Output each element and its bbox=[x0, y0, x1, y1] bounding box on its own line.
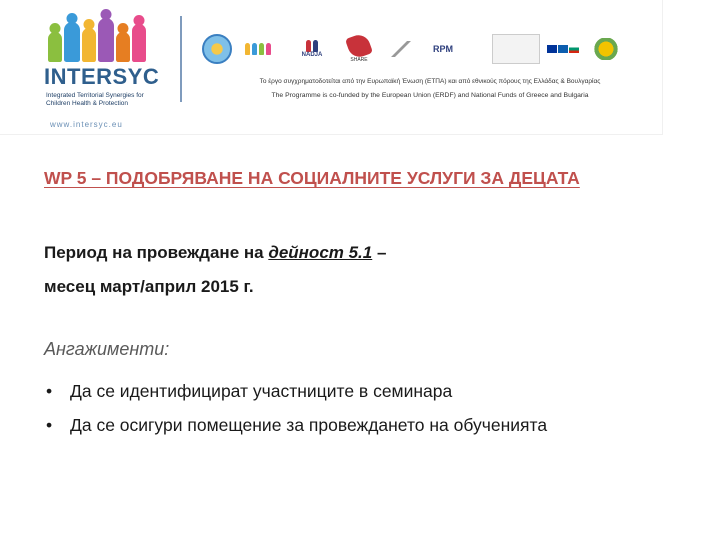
partner-logo-share bbox=[344, 34, 374, 64]
programme-text-english: The Programme is co-funded by the European Union (ERDF) and National Funds of Greece and Bulgaria bbox=[271, 92, 589, 99]
bullet-icon: • bbox=[46, 415, 53, 435]
programme-text-greek: Το έργο συγχρηματοδοτείται από την Ευρωπαϊκή Ένωση (ΕΤΠΑ) και από εθνικούς πόρους της Ελλάδας & Βουλγαρίας bbox=[259, 78, 601, 85]
partner-nadja-label: NADJA bbox=[301, 52, 323, 58]
list-item bbox=[44, 408, 704, 442]
logo-tagline: Integrated Territorial Synergies for Children Health & Protection bbox=[46, 92, 144, 107]
partner-logo-rpm bbox=[426, 34, 460, 64]
list-item-text: Да се осигури помещение за провеждането на обученията bbox=[70, 415, 548, 435]
work-package-title: WP 5 – ПОДОБРЯВАНЕ НА СОЦИАЛНИТЕ УСЛУГИ ЗА ДЕЦАТА bbox=[44, 168, 580, 188]
partner-logos bbox=[200, 34, 640, 70]
activity-reference: дейност 5.1 bbox=[268, 243, 373, 262]
children-figures-icon bbox=[48, 12, 148, 62]
engagements-list bbox=[44, 374, 704, 442]
partner-logo-people-icon bbox=[240, 34, 276, 64]
period-paragraph bbox=[44, 236, 684, 304]
partner-rpm-label: RPM bbox=[433, 44, 453, 54]
logo-url[interactable]: www.intersyc.eu bbox=[50, 120, 123, 129]
header-divider bbox=[180, 16, 182, 102]
engagements-heading: Ангажименти: bbox=[44, 339, 170, 359]
period-dash: – bbox=[372, 243, 387, 262]
partner-logo-leaf-icon bbox=[584, 34, 634, 64]
partner-share-label: SHARE bbox=[350, 57, 368, 63]
flags-icon bbox=[546, 34, 580, 64]
intersyc-logo bbox=[44, 12, 170, 129]
period-date: месец март/април 2015 г. bbox=[44, 277, 254, 296]
eu-programme-logo bbox=[490, 34, 542, 64]
header-banner bbox=[0, 0, 662, 134]
bullet-icon: • bbox=[46, 381, 53, 401]
period-prefix: Период на провеждане на bbox=[44, 243, 269, 262]
logo-wordmark: INTERSYC bbox=[44, 64, 160, 89]
list-item bbox=[44, 374, 704, 408]
partner-logo-nadja bbox=[292, 34, 332, 64]
partner-logo-circle-icon bbox=[200, 34, 234, 64]
list-item-text: Да се идентифицират участниците в семинара bbox=[70, 381, 453, 401]
partner-logo-mountain-icon bbox=[384, 34, 418, 64]
